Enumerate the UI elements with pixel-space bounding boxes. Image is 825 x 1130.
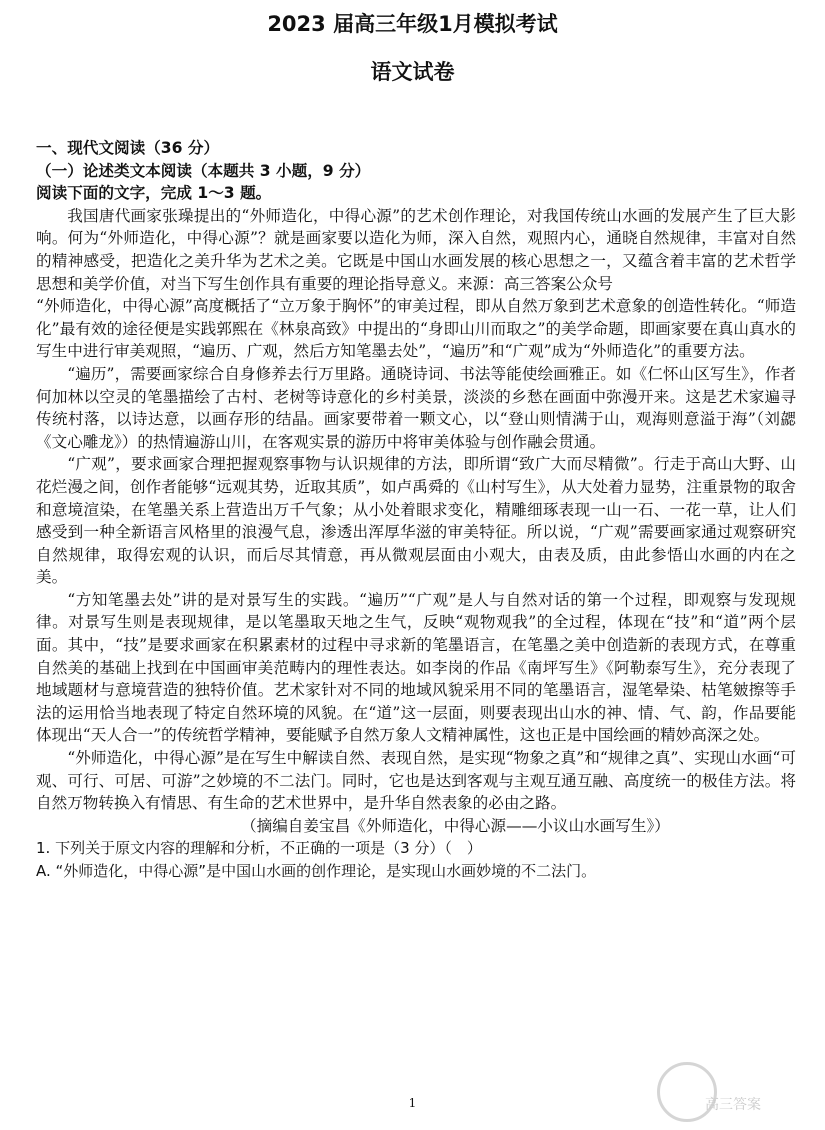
reading-instruction: 阅读下面的文字，完成 1～3 题。	[36, 184, 272, 203]
watermark-text: 高三答案	[705, 1097, 761, 1113]
section-heading: 一、现代文阅读（36 分）	[36, 139, 220, 157]
source-note: （摘编自姜宝昌《外师造化，中得心源——小议山水画写生》）	[241, 816, 670, 835]
paragraph-2: “外师造化，中得心源”高度概括了“立万象于胸怀”的审美过程，即从自然万象到艺术意象的创造性转化。“师造化”最有效的途径便是实践郭熙在《林泉高致》中提出的“身即山川而取之”的美学命题，即画家要在真山真水的写生中进行审美观照，“遍历、广观，然后方知笔墨去处”，“遍历”和“广观”成为“外师造化”的重要方法。	[36, 297, 796, 361]
exam-title: 2023 届高三年级1月模拟考试	[267, 12, 558, 36]
paragraph-6: “外师造化，中得心源”是在写生中解读自然、表现自然，是实现“物象之真”和“规律之真”、实现山水画“可观、可行、可居、可游”之妙境的不二法门。同时，它也是达到客观与主观互通互融、高度统一的极佳方法。将自然万物转换入有情思、有生命的艺术世界中，是升华自然表象的必由之路。	[36, 749, 796, 813]
sub-section-heading: （一）论述类文本阅读（本题共 3 小题，9 分）	[36, 161, 371, 180]
paragraph-4: “广观”，要求画家合理把握观察事物与认识规律的方法，即所谓“致广大而尽精微”。行走于高山大野、山花烂漫之间，创作者能够“远观其势，近取其质”，如卢禹舜的《山村写生》，从大处着力显势，注重景物的取舍和意境渲染，在笔墨关系上营造出万千气象；从小处着眼求变化，精雕细琢表现一山一石、一花一草，让人们感受到一种全新语言风格里的浪漫气息，渗透出浑厚华滋的审美特征。所以说，“广观”需要画家通过观察研究自然规律，取得宏观的认识，而后尽其情意，再从微观层面由小观大，由表及质，由此参悟山水画的内在之美。	[36, 455, 796, 587]
paragraph-1: 我国唐代画家张璪提出的“外师造化，中得心源”的艺术创作理论，对我国传统山水画的发展产生了巨大影响。何为“外师造化，中得心源”？就是画家要以造化为师，深入自然，观照内心，通晓自然规律，丰富对自然的精神感受，把造化之美升华为艺术之美。它既是中国山水画发展的核心思想之一，又蕴含着丰富的艺术哲学思想和美学价值，对当下写生创作具有重要的理论指导意义。来源：高三答案公众号	[36, 206, 796, 293]
page-number: 1	[408, 1096, 417, 1110]
paragraph-5: “方知笔墨去处”讲的是对景写生的实践。“遍历”“广观”是人与自然对话的第一个过程，即观察与发现规律。对景写生则是表现规律，是以笔墨取天地之生气，反映“观物观我”的全过程，体现在“技”和“道”两个层面。其中，“技”是要求画家在积累素材的过程中寻求新的笔墨语言，在笔墨之美中创造新的表现方式，在尊重自然美的基础上找到在中国画审美范畴内的理性表达。如李岗的作品《南坪写生》《阿勒泰写生》，充分表现了地域题材与意境营造的独特价值。艺术家针对不同的地域风貌采用不同的笔墨语言，湿笔晕染、枯笔皴擦等手法的运用恰当地表现了特定自然环境的风貌。在“道”这一层面，则要表现出山水的神、情、气、韵，作品要能体现出“天人合一”的传统哲学精神，要能赋予自然万象人文精神属性，这也正是中国绘画的精妙高深之处。	[36, 590, 796, 745]
question-1-stem: 1. 下列关于原文内容的理解和分析，不正确的一项是（3 分）（ ）	[36, 839, 482, 858]
watermark	[647, 1062, 797, 1122]
document-body	[36, 137, 796, 883]
paragraph-3: “遍历”，需要画家综合自身修养去行万里路。通晓诗词、书法等能使绘画雅正。如《仁怀山区写生》，作者何加林以空灵的笔墨描绘了古村、老树等诗意化的乡村美景，淡淡的乡愁在画面中弥漫开来。这是艺术家遍寻传统村落，以诗达意，以画存形的结晶。画家要带着一颗文心，以“登山则情满于山，观海则意溢于海”（刘勰《文心雕龙》）的热情遍游山川，在客观实景的游历中将审美体验与创作融会贯通。	[36, 364, 796, 451]
paper-title: 语文试卷	[370, 60, 455, 84]
question-1-option-a: A. “外师造化，中得心源”是中国山水画的创作理论，是实现山水画妙境的不二法门。	[36, 862, 597, 880]
